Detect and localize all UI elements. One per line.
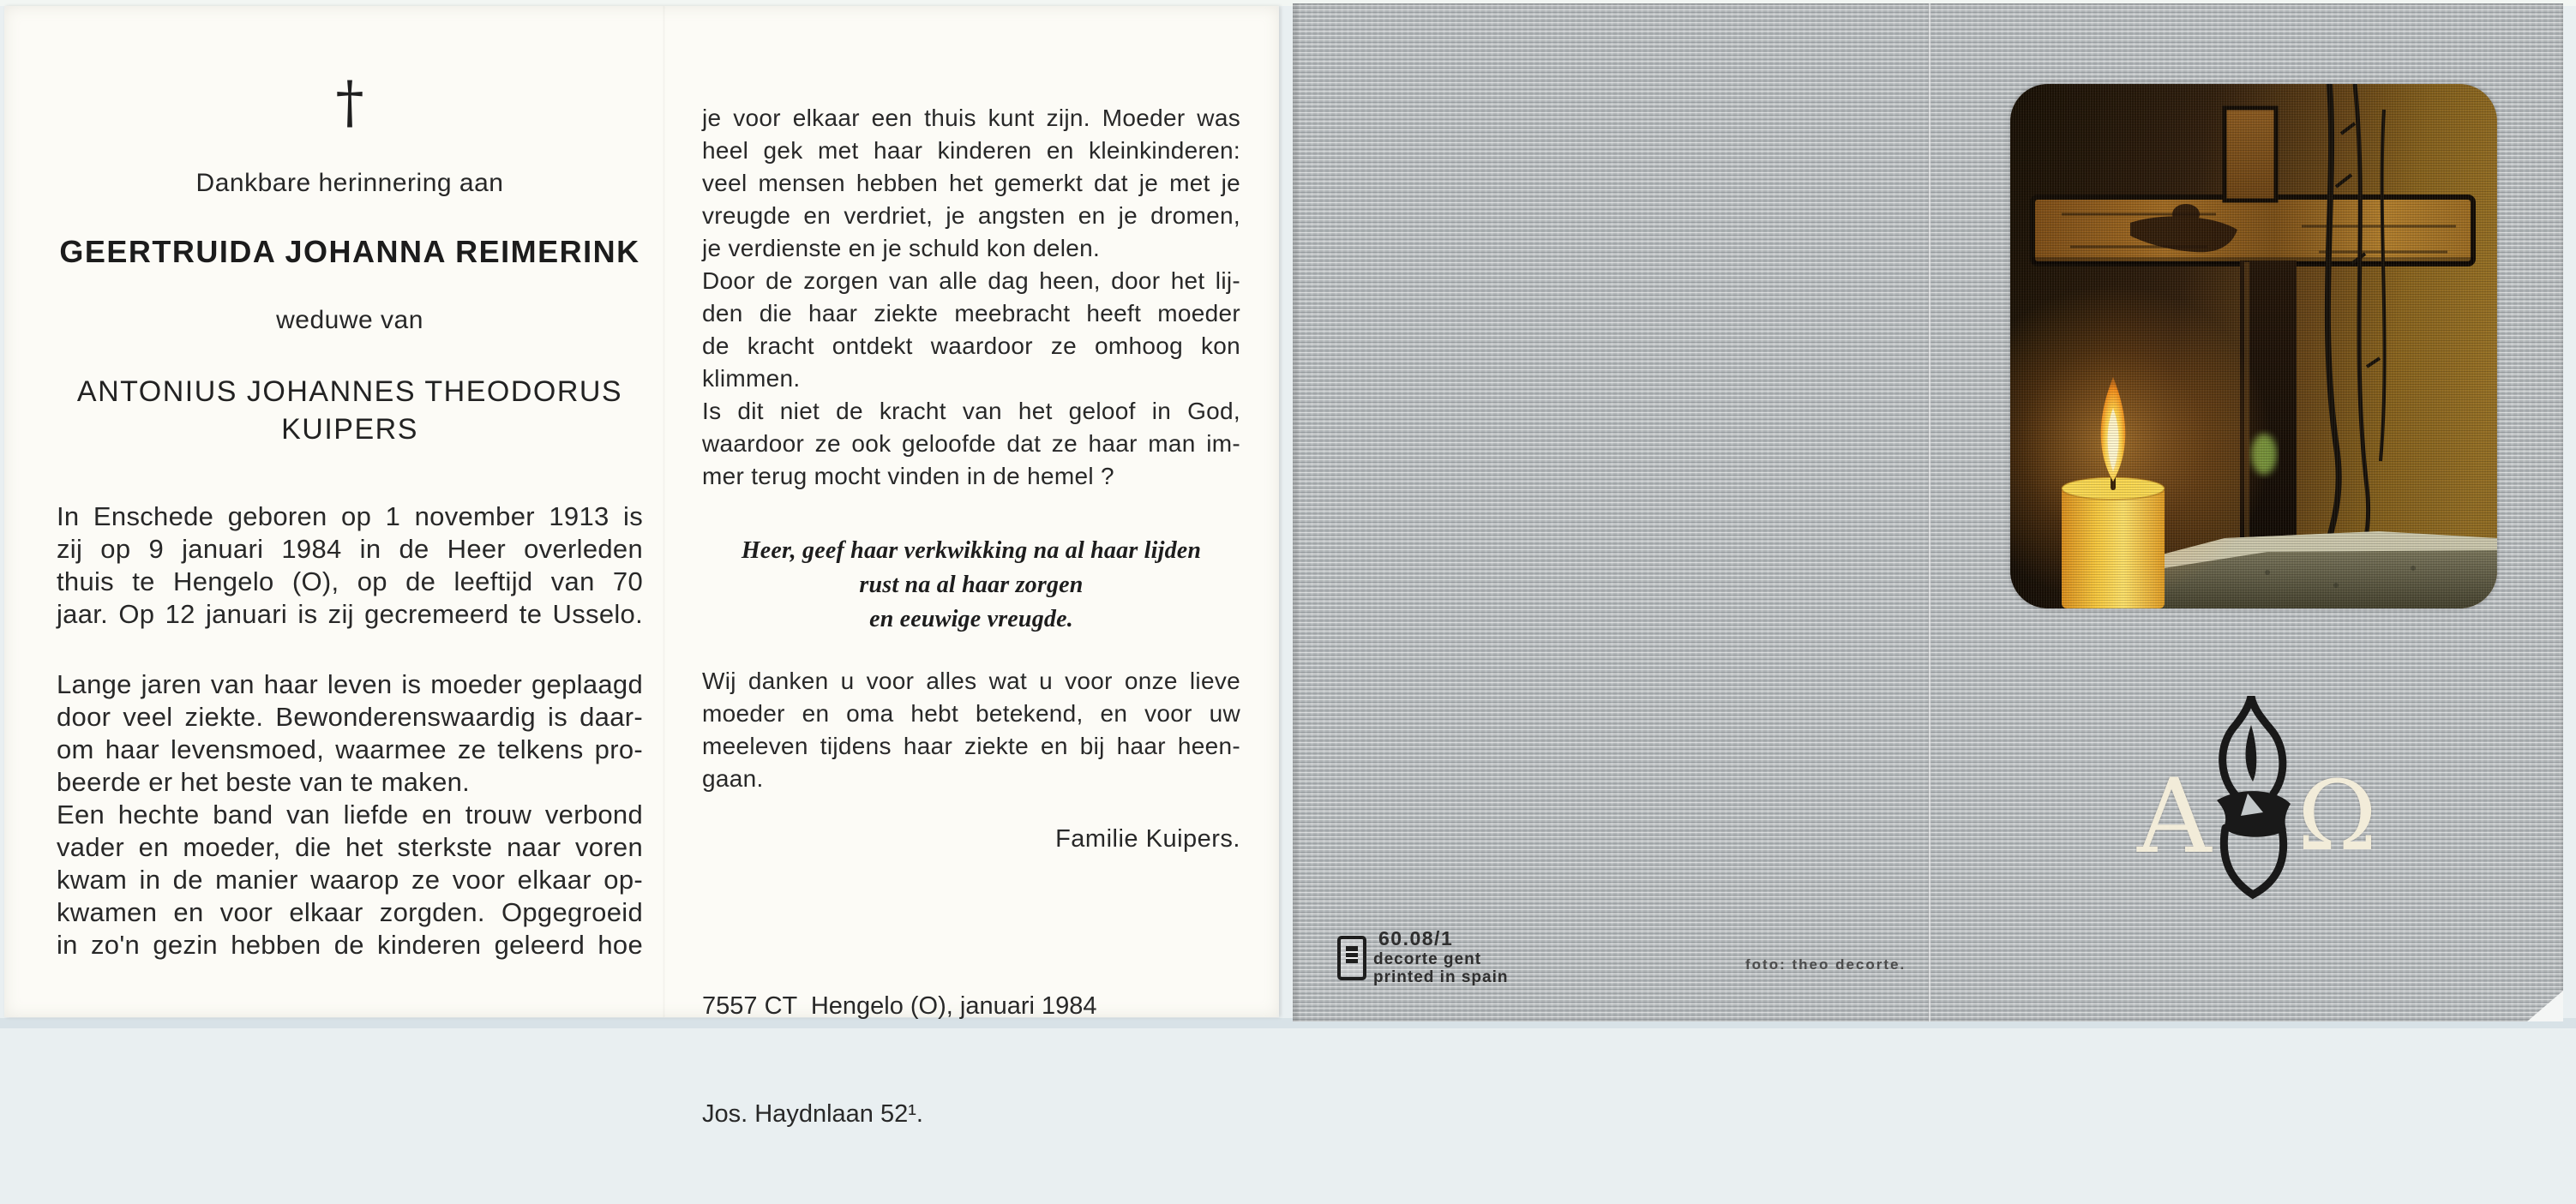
text-line: veel mensen hebben het gemerkt dat je met je xyxy=(702,170,1240,196)
text-line: moeder en oma hebt betekend, en voor uw xyxy=(702,700,1240,727)
canvas-texture-overlay xyxy=(2010,84,2497,608)
text-line: thuis te Hengelo (O), op de leeftijd van 70 xyxy=(57,566,643,596)
text-line: Een hechte band van liefde en trouw verbond xyxy=(57,800,643,830)
text-line: vreugde en verdriet, je angsten en je dromen, xyxy=(702,202,1240,229)
cover-fold xyxy=(1928,3,1931,1021)
address-line: Jos. Haydnlaan 52¹. xyxy=(702,1100,923,1128)
biography-paragraph xyxy=(57,799,643,961)
address-line: 7557 CT Hengelo (O), januari 1984 xyxy=(702,992,1097,1020)
text-line: mer terug mocht vinden in de hemel ? xyxy=(702,463,1114,489)
text-line: de kracht ontdekt waardoor ze omhoog kon xyxy=(702,332,1240,359)
text-line: jaar. Op 12 januari is zij gecremeerd te Usselo. xyxy=(57,599,643,629)
text-line: Lange jaren van haar leven is moeder geplaagd xyxy=(57,669,643,699)
alpha-symbol: A xyxy=(2137,758,2212,877)
omega-symbol: Ω xyxy=(2297,761,2377,872)
cover-spread xyxy=(1293,3,2563,1021)
text-line: waardoor ze ook geloofde dat ze haar man im- xyxy=(702,430,1240,457)
right-inside-page xyxy=(702,6,1240,1128)
address-block xyxy=(702,916,1240,1204)
memorial-photo xyxy=(2010,84,2497,608)
text-line: In Enschede geboren op 1 november 1913 is xyxy=(57,501,643,531)
text-line: je voor elkaar een thuis kunt zijn. Moeder was xyxy=(702,105,1240,131)
inside-spread xyxy=(4,6,1279,1128)
text-line: meeleven tijdens haar ziekte en bij haar heen- xyxy=(702,733,1240,759)
biography-paragraph xyxy=(57,668,643,799)
printer-logo-icon xyxy=(1337,936,1366,980)
prayer-line: rust na al haar zorgen xyxy=(859,572,1084,598)
text-line: klimmen. xyxy=(702,365,801,392)
text-line: gaan. xyxy=(702,765,764,792)
text-line: Door de zorgen van alle dag heen, door het lij- xyxy=(702,267,1240,294)
spouse-name-line2: KUIPERS xyxy=(281,413,418,446)
text-line: vader en moeder, die het sterkste naar voren xyxy=(57,832,643,862)
text-line: heel gek met haar kinderen en kleinkinderen: xyxy=(702,137,1240,164)
prayer-line: en eeuwige vreugde. xyxy=(869,606,1073,632)
text-line: door veel ziekte. Bewonderenswaardig is daar- xyxy=(57,702,643,732)
text-line: Is dit niet de kracht van het geloof in God, xyxy=(702,398,1240,424)
spouse-name-line1: ANTONIUS JOHANNES THEODORUS xyxy=(76,375,623,408)
latin-cross-icon: † xyxy=(335,69,364,135)
text-line: Wij danken u voor alles wat u voor onze lieve xyxy=(702,668,1240,694)
text-line: om haar levensmoed, waarmee ze telkens pro- xyxy=(57,734,643,764)
text-line: zij op 9 januari 1984 in de Heer overleden xyxy=(57,534,643,564)
deceased-name: GEERTRUIDA JOHANNA REIMERINK xyxy=(59,234,640,269)
biography-paragraph xyxy=(702,102,1240,493)
print-code: 60.08/1 xyxy=(1378,927,1454,949)
spouse-name xyxy=(57,373,643,448)
text-line: je verdienste en je schuld kon delen. xyxy=(702,235,1101,261)
text-line: kwamen en voor elkaar zorgden. Opgegroeid xyxy=(57,897,643,927)
thanks-paragraph xyxy=(702,665,1240,795)
relation-line: weduwe van xyxy=(276,306,423,334)
family-signature: Familie Kuipers. xyxy=(1055,825,1240,853)
prayer-verse xyxy=(702,534,1240,637)
print-name: decorte gent xyxy=(1373,950,1482,968)
scan-corner-notch xyxy=(2527,991,2563,1021)
flame-emblem-icon xyxy=(2200,696,2306,905)
text-line: kwam in de manier waarop ze voor elkaar op- xyxy=(57,865,643,895)
intro-line: Dankbare herinnering aan xyxy=(195,169,504,197)
photo-credit: foto: theo decorte. xyxy=(1745,956,1906,973)
page-fold xyxy=(663,6,665,1017)
text-line: in zo'n gezin hebben de kinderen geleerd hoe xyxy=(57,930,643,960)
prayer-line: Heer, geef haar verkwikking na al haar lijden xyxy=(741,537,1202,564)
text-line: beerde er het beste van te maken. xyxy=(57,767,471,797)
biography-paragraph xyxy=(57,500,643,631)
text-line: den die haar ziekte meebracht heeft moeder xyxy=(702,300,1240,326)
left-inside-page xyxy=(57,6,643,1017)
print-origin: printed in spain xyxy=(1373,968,1509,986)
